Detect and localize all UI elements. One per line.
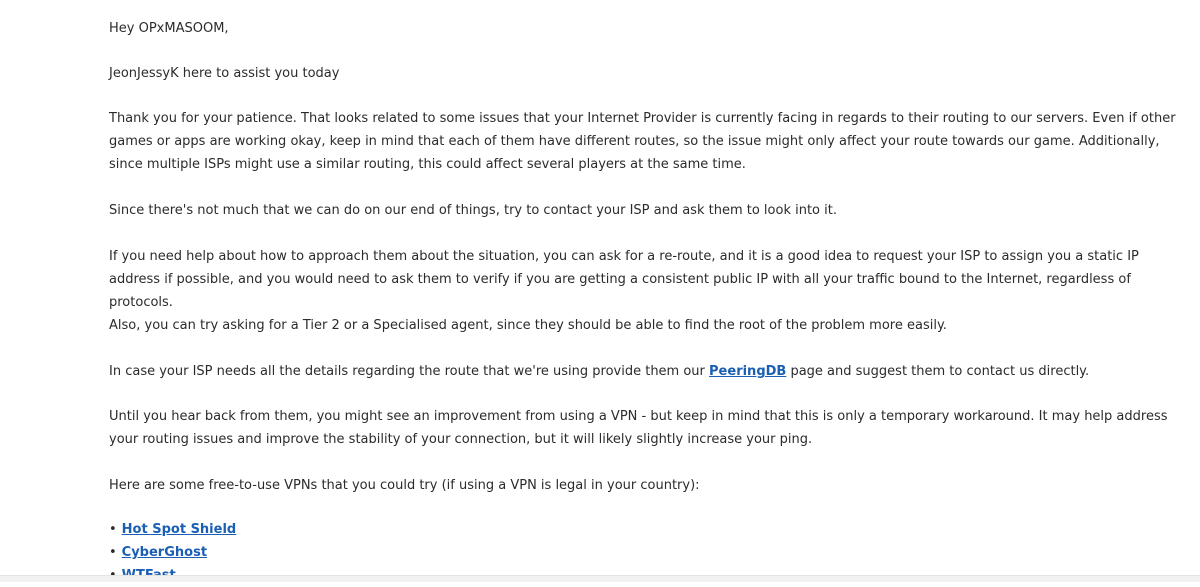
peeringdb-link[interactable]: PeeringDB xyxy=(709,364,787,379)
paragraph-vpn-list-intro: Here are some free-to-use VPNs that you could try (if using a VPN is legal in your country): xyxy=(109,478,700,493)
vpn-link-hot-spot-shield[interactable]: Hot Spot Shield xyxy=(121,522,237,537)
paragraph-vpn-workaround: Until you hear back from them, you might see an improvement from using a VPN - but keep in mind that this is only a temporary workaround. It may help address your routing issues and improve the stability of your connection, but it will likely slightly increase your ping. xyxy=(109,409,1168,447)
paragraph-routing-issue: Thank you for your patience. That looks related to some issues that your Internet Provider is currently facing in regards to their routing to our servers. Even if other games or apps are working okay, keep in mind that each of them have different routes, so the issue might only affect your route towards our game. Additionally, since multiple ISPs might use a similar routing, this could affect several players at the same time. xyxy=(109,111,1176,172)
paragraph-approach-isp: If you need help about how to approach them about the situation, you can ask for a re-route, and it is a good idea to request your ISP to assign you a static IP address if possible, and you would need to ask them to verify if you are getting a consistent public IP with all your traffic bound to the Internet, regardless of protocols. xyxy=(109,249,1139,310)
agent-intro: JeonJessyK here to assist you today xyxy=(109,66,340,81)
paragraph-peeringdb xyxy=(109,360,1179,383)
list-item xyxy=(109,541,236,564)
peeringdb-text-before: In case your ISP needs all the details regarding the route that we're using provide them our xyxy=(109,364,710,379)
vpn-link-cyberghost[interactable]: CyberGhost xyxy=(121,545,208,560)
peeringdb-text-after: page and suggest them to contact us directly. xyxy=(786,364,1090,379)
list-item xyxy=(109,518,236,541)
bullet: • xyxy=(109,522,117,537)
greeting: Hey OPxMASOOM, xyxy=(109,21,229,36)
horizontal-scrollbar[interactable] xyxy=(0,575,1200,582)
paragraph-contact-isp: Since there's not much that we can do on our end of things, try to contact your ISP and ask them to look into it. xyxy=(109,203,837,218)
paragraph-tier2-agent: Also, you can try asking for a Tier 2 or a Specialised agent, since they should be able to find the root of the problem more easily. xyxy=(109,318,947,333)
bullet: • xyxy=(109,545,117,560)
